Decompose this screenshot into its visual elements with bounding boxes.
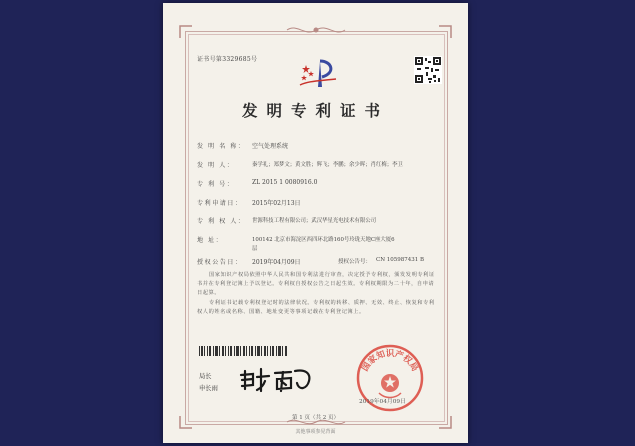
field-label: 发 明 名 称： (197, 143, 246, 150)
address: 100142 北京市海淀区西四环北路160号玲珑天地C座大厦6 (252, 237, 395, 243)
director-signature (239, 363, 319, 395)
inventors: 秦学礼；郑梦文；黄文胜；辉飞；李鹏；余少晖；肖红梅；李卫 (252, 162, 403, 168)
patentee: 世源科技工程有限公司；武汉华星光电技术有限公司 (252, 218, 376, 224)
qr-code (414, 56, 442, 84)
barcode (199, 346, 287, 356)
footnote: 其他事项参见背面 (295, 429, 336, 435)
field-label: 专 利 权 人： (197, 218, 246, 225)
page-number: 第 1 页（共 2 页） (292, 415, 339, 421)
address-continued: 层 (252, 246, 258, 252)
certificate-title: 发明专利证书 (241, 101, 389, 120)
top-ornament (285, 23, 347, 37)
legal-paragraph: 国家知识产权局依照中华人民共和国专利法进行审查，决定授予专利权，颁发发明专利证书并在专利登记簿上予以登记。专利权自授权公告之日起生效。专利权期限为二十年，自申请日起算。 (197, 272, 435, 296)
svg-text:国家知识产权局: 国家知识产权局 (360, 349, 420, 374)
corner-ornament (438, 25, 452, 39)
field-label: 授权公告日： (197, 259, 243, 266)
patent-number: ZL 2015 1 0080916.0 (252, 179, 318, 186)
grant-date: 2019年04月09日 (252, 259, 301, 266)
cnipa-logo-icon (298, 57, 338, 89)
grant-number: CN 105987431 B (376, 257, 425, 263)
patent-certificate (163, 3, 468, 443)
seal-date: 2019年04月09日 (359, 399, 406, 405)
director-title: 局长 (199, 373, 212, 380)
legal-paragraph: 专利证书记载专利权登记时的法律状况。专利权的转移、质押、无效、终止、恢复和专利权人的姓名或名称、国籍、地址变更等事项记载在专利登记簿上。 (197, 300, 435, 315)
director-name: 申长雨 (199, 385, 218, 392)
field-label: 地 址： (197, 237, 224, 244)
invention-name: 空气处理系统 (252, 143, 289, 150)
certificate-number: 证书号第3329685号 (197, 56, 258, 63)
grant-label: 授权公告号： (338, 259, 372, 265)
field-label: 专 利 号： (197, 181, 235, 188)
field-label: 发 明 人： (197, 162, 235, 169)
field-label: 专利申请日： (197, 200, 243, 207)
application-date: 2015年02月13日 (252, 200, 301, 207)
corner-ornament (179, 25, 193, 39)
